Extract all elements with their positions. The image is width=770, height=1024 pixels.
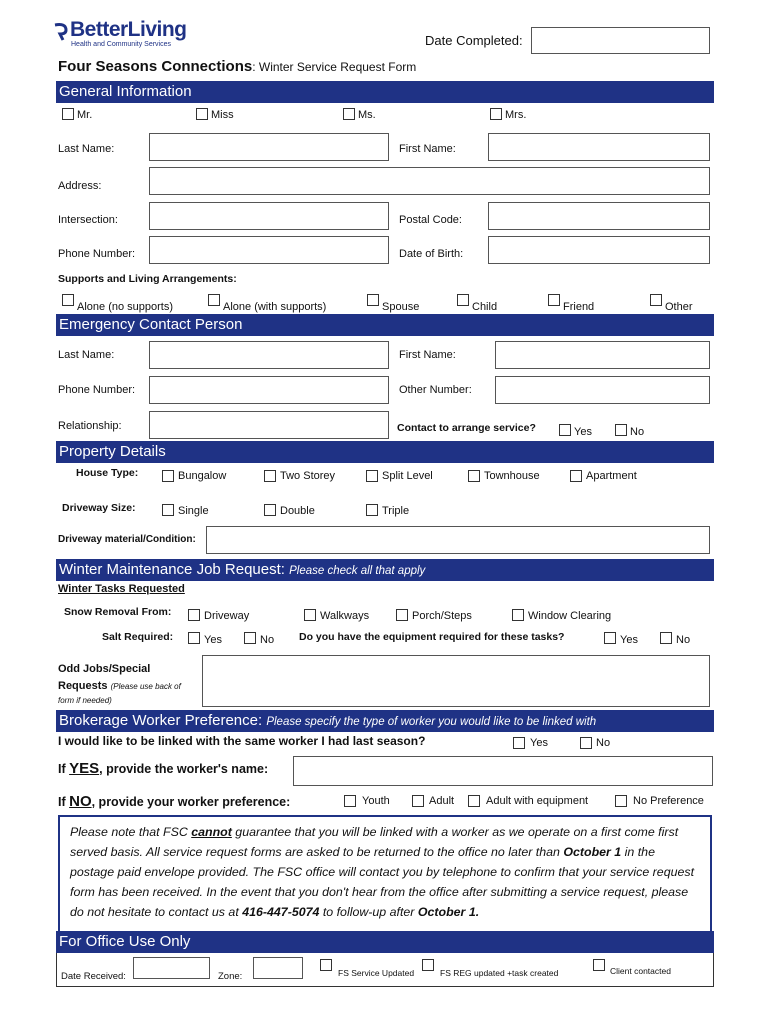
last-name-field[interactable]	[149, 133, 389, 161]
checkbox-friend[interactable]	[548, 294, 560, 306]
label-same-worker-yes: Yes	[530, 737, 548, 749]
dob-label: Date of Birth:	[399, 248, 464, 260]
winter-heading-note: Please check all that apply	[289, 565, 426, 577]
zone-label: Zone:	[218, 971, 243, 982]
date-received-field[interactable]	[133, 957, 210, 979]
postal-code-label: Postal Code:	[399, 214, 462, 226]
notice-deadline-2: October 1.	[417, 905, 480, 919]
brokerage-heading: Brokerage Worker Preference:	[59, 712, 263, 729]
checkbox-miss[interactable]	[196, 108, 208, 120]
label-ms: Ms.	[358, 109, 376, 121]
checkbox-adult-with-equipment[interactable]	[468, 795, 480, 807]
label-mrs: Mrs.	[505, 109, 527, 121]
brokerage-heading-note: Please specify the type of worker you would like to be linked with	[266, 716, 597, 728]
notice-deadline: October 1	[563, 845, 622, 859]
checkbox-mrs[interactable]	[490, 108, 502, 120]
checkbox-salt-no[interactable]	[244, 632, 256, 644]
section-general-information: General Information	[56, 81, 714, 103]
label-ec-contact-yes: Yes	[574, 426, 592, 438]
form-title-bold: Four Seasons Connections	[58, 58, 253, 75]
winter-heading: Winter Maintenance Job Request:	[59, 561, 285, 578]
checkbox-apartment[interactable]	[570, 470, 582, 482]
label-spouse: Spouse	[382, 301, 420, 313]
snow-removal-label: Snow Removal From:	[64, 606, 172, 618]
label-alone-no-supports: Alone (no supports)	[77, 301, 173, 313]
ec-relationship-label: Relationship:	[58, 420, 122, 432]
equipment-question: Do you have the equipment required for these tasks?	[299, 631, 565, 643]
label-adult-with-equipment: Adult with equipment	[486, 795, 589, 807]
checkbox-ms[interactable]	[343, 108, 355, 120]
zone-field[interactable]	[253, 957, 303, 979]
if-no-label: If NO, provide your worker preference:	[58, 793, 291, 810]
checkbox-alone-with-supports[interactable]	[208, 294, 220, 306]
if-yes-label: If YES, provide the worker's name:	[58, 760, 269, 777]
form-title-rest: : Winter Service Request Form	[252, 60, 417, 74]
label-ec-contact-no: No	[630, 426, 645, 438]
checkbox-no-preference[interactable]	[615, 795, 627, 807]
label-friend: Friend	[563, 301, 595, 313]
label-fs-service-updated: FS Service Updated	[338, 968, 415, 978]
checkbox-fs-reg-updated[interactable]	[422, 959, 434, 971]
driveway-material-field[interactable]	[206, 526, 710, 554]
odd-jobs-note: (Please use back of	[110, 682, 181, 691]
label-triple: Triple	[382, 505, 410, 517]
first-name-label: First Name:	[399, 143, 456, 155]
label-townhouse: Townhouse	[484, 470, 540, 482]
ec-phone-field[interactable]	[149, 376, 389, 404]
section-winter-maintenance	[56, 559, 714, 581]
logo-tagline: Health and Community Services	[71, 41, 171, 48]
checkbox-window-clearing[interactable]	[512, 609, 524, 621]
label-equipment-no: No	[676, 634, 691, 646]
date-completed-field[interactable]	[531, 27, 710, 54]
worker-name-field[interactable]	[293, 756, 713, 786]
if-no-word: NO	[69, 793, 92, 810]
salt-required-label: Salt Required:	[102, 631, 174, 643]
address-field[interactable]	[149, 167, 710, 195]
section-office-use: For Office Use Only	[56, 931, 714, 953]
date-received-label: Date Received:	[61, 971, 126, 982]
checkbox-single[interactable]	[162, 504, 174, 516]
section-brokerage-worker	[56, 710, 714, 732]
label-two-storey: Two Storey	[280, 470, 336, 482]
ec-other-number-field[interactable]	[495, 376, 710, 404]
ec-other-number-label: Other Number:	[399, 384, 472, 396]
supports-label: Supports and Living Arrangements:	[58, 273, 237, 285]
notice-box: Please note that FSC cannot guarantee that you will be linked with a worker as we operate on a first come first served basis. All service request forms are asked to be returned to the office no later than October 1 in the postage paid envelope provided. The FSC office will contact you by telephone to confirm that your service request form has been received. In the event that you don't hear from the office after submitting a service request, please do not hesitate to contact us at 416-447-5074 to follow-up after October 1.	[58, 815, 712, 933]
logo-name: BetterLiving	[70, 18, 187, 41]
checkbox-adult[interactable]	[412, 795, 424, 807]
same-worker-question: I would like to be linked with the same worker I had last season?	[58, 734, 426, 748]
dob-field[interactable]	[488, 236, 710, 264]
label-walkways: Walkways	[320, 610, 370, 622]
checkbox-split-level[interactable]	[366, 470, 378, 482]
checkbox-mr[interactable]	[62, 108, 74, 120]
intersection-label: Intersection:	[58, 214, 118, 226]
checkbox-client-contacted[interactable]	[593, 959, 605, 971]
phone-label: Phone Number:	[58, 248, 136, 260]
label-salt-no: No	[260, 634, 275, 646]
label-no-preference: No Preference	[633, 795, 704, 807]
odd-jobs-line1: Odd Jobs/Special	[58, 663, 151, 675]
checkbox-youth[interactable]	[344, 795, 356, 807]
checkbox-townhouse[interactable]	[468, 470, 480, 482]
logo-mark-icon	[52, 22, 70, 42]
label-porch-steps: Porch/Steps	[412, 610, 472, 622]
label-other: Other	[665, 301, 693, 313]
checkbox-equipment-no[interactable]	[660, 632, 672, 644]
date-completed-label: Date Completed:	[425, 33, 523, 48]
checkbox-spouse[interactable]	[367, 294, 379, 306]
checkbox-child[interactable]	[457, 294, 469, 306]
checkbox-triple[interactable]	[366, 504, 378, 516]
checkbox-two-storey[interactable]	[264, 470, 276, 482]
checkbox-porch-steps[interactable]	[396, 609, 408, 621]
checkbox-same-worker-yes[interactable]	[513, 737, 525, 749]
ec-relationship-field[interactable]	[149, 411, 389, 439]
logo	[52, 20, 192, 52]
postal-code-field[interactable]	[488, 202, 710, 230]
notice-phone: 416-447-5074	[242, 905, 320, 919]
winter-tasks-label: Winter Tasks Requested	[58, 583, 185, 595]
intersection-field[interactable]	[149, 202, 389, 230]
ec-first-name-label: First Name:	[399, 349, 456, 361]
checkbox-ec-contact-no[interactable]	[615, 424, 627, 436]
label-client-contacted: Client contacted	[610, 966, 671, 976]
label-youth: Youth	[362, 795, 390, 807]
checkbox-bungalow[interactable]	[162, 470, 174, 482]
label-window-clearing: Window Clearing	[528, 610, 612, 622]
first-name-field[interactable]	[488, 133, 710, 161]
label-driveway: Driveway	[204, 610, 250, 622]
label-split-level: Split Level	[382, 470, 433, 482]
checkbox-walkways[interactable]	[304, 609, 316, 621]
label-mr: Mr.	[77, 109, 93, 121]
address-label: Address:	[58, 180, 102, 192]
label-adult: Adult	[429, 795, 455, 807]
label-child: Child	[472, 301, 498, 313]
ec-phone-label: Phone Number:	[58, 384, 136, 396]
house-type-label: House Type:	[76, 467, 139, 479]
driveway-size-label: Driveway Size:	[62, 502, 136, 514]
ec-last-name-field[interactable]	[149, 341, 389, 369]
odd-jobs-note-line2: form if needed)	[58, 696, 112, 705]
label-equipment-yes: Yes	[620, 634, 638, 646]
checkbox-same-worker-no[interactable]	[580, 737, 592, 749]
label-double: Double	[280, 505, 315, 517]
section-property-details: Property Details	[56, 441, 714, 463]
section-emergency-contact: Emergency Contact Person	[56, 314, 714, 336]
last-name-label: Last Name:	[58, 143, 115, 155]
notice-cannot: cannot	[191, 825, 232, 839]
odd-jobs-field[interactable]	[202, 655, 710, 707]
checkbox-driveway[interactable]	[188, 609, 200, 621]
checkbox-salt-yes[interactable]	[188, 632, 200, 644]
driveway-material-label: Driveway material/Condition:	[58, 534, 196, 545]
label-miss: Miss	[211, 109, 234, 121]
odd-jobs-line2: Requests (Please use back of	[58, 680, 181, 692]
form-title	[58, 58, 416, 76]
label-salt-yes: Yes	[204, 634, 222, 646]
checkbox-double[interactable]	[264, 504, 276, 516]
label-apartment: Apartment	[586, 470, 637, 482]
label-alone-with-supports: Alone (with supports)	[223, 301, 327, 313]
checkbox-equipment-yes[interactable]	[604, 632, 616, 644]
label-bungalow: Bungalow	[178, 470, 227, 482]
if-yes-word: YES	[69, 760, 100, 777]
checkbox-other[interactable]	[650, 294, 662, 306]
checkbox-fs-service-updated[interactable]	[320, 959, 332, 971]
label-fs-reg-updated: FS REG updated +task created	[440, 968, 559, 978]
ec-contact-question: Contact to arrange service?	[397, 422, 536, 434]
ec-first-name-field[interactable]	[495, 341, 710, 369]
label-same-worker-no: No	[596, 737, 611, 749]
phone-field[interactable]	[149, 236, 389, 264]
checkbox-alone-no-supports[interactable]	[62, 294, 74, 306]
checkbox-ec-contact-yes[interactable]	[559, 424, 571, 436]
odd-jobs-label	[58, 661, 181, 707]
ec-last-name-label: Last Name:	[58, 349, 115, 361]
label-single: Single	[178, 505, 209, 517]
